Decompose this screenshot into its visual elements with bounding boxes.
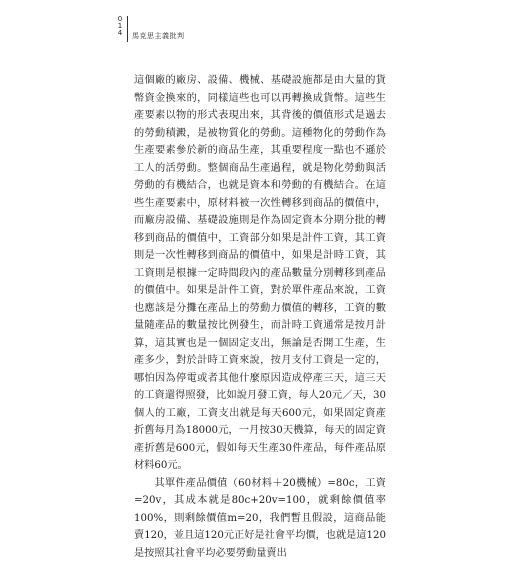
book-title: 馬克思主義批判: [132, 33, 185, 40]
page-number-digit: 4: [118, 30, 122, 37]
running-header: [116, 16, 185, 42]
header-divider: [127, 16, 128, 42]
body-text: [134, 72, 386, 562]
paragraph: 其單件產品價值（60材料＋20機械）=80c，工資=20v，其成本就是80c+20v=100，就剩餘價值率100%，則剩餘價值m=20，我們暫且假設，這商品能賣120，並且這120元正好是社會平均價，也就是這120是按照其社會平均必要勞動量賣出: [134, 475, 386, 562]
page-number-digit: 0: [118, 16, 122, 23]
page-number: [116, 16, 124, 37]
paragraph: 這個廠的廠房、設備、機械、基礎設施都是由大量的貨幣資金換來的，同樣這些也可以再轉換成貨幣。這些生產要素以物的形式表現出來，其背後的價值形式是過去的勞動積澱，是被物質化的勞動。這種物化的勞動作為生產要素參於新的商品生產，其重要程度一點也不遜於工人的活勞動。整個商品生產過程，就是物化勞動與活勞動的有機結合，也就是資本和勞動的有機結合。在這些生產要素中，原材料被一次性轉移到商品的價值中，而廠房設備、基礎設施則是作為固定資本分期分批的轉移到商品的價值中，工資部分如果是計件工資，其工資則是一次性轉移到商品的價值中，如果是計時工資，其工資則是根據一定時間段內的產品數量分別轉移到產品的價值中。如果是計件工資，對於單件產品來說，工資也應該是分攤在產品上的勞動力價值的轉移，工資的數量隨產品的數量按比例發生，而計時工資通常是按月計算，這其實也是一個固定支出，無論是否開工生產，生產多少，對於計時工資來說，按月支付工資是一定的，哪怕因為停電或者其他什麼原因造成停產三天，這三天的工資還得照發，比如說月發工資，每人20元／天，30個人的工廠，工資支出就是每天600元，如果固定資產折舊每月為18000元，一月按30天機算，每天的固定資產折舊是600元，假如每天生產30件產品，每件產品原材料60元。: [134, 72, 386, 475]
page-number-digit: 1: [118, 23, 122, 30]
